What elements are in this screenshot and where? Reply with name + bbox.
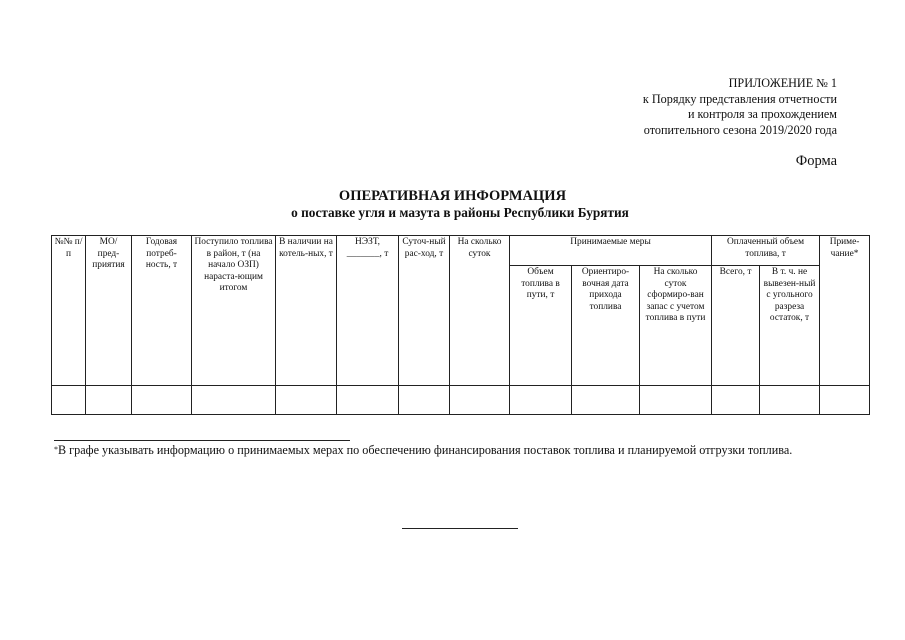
header-nezt: НЭЗТ, _______, т: [337, 236, 399, 386]
table-cell[interactable]: [640, 386, 712, 415]
table-cell[interactable]: [337, 386, 399, 415]
header-daily-consumption: Суточ-ный рас-ход, т: [399, 236, 450, 386]
appendix-block: [643, 76, 837, 138]
subheader-days-reserve: На сколько суток сформиро-ван запас с учетом топлива в пути: [640, 266, 712, 386]
table-cell[interactable]: [450, 386, 510, 415]
header-paid: Оплаченный объем топлива, т: [712, 236, 820, 266]
table-cell[interactable]: [399, 386, 450, 415]
table-cell[interactable]: [572, 386, 640, 415]
document-subtitle: о поставке угля и мазута в районы Республики Бурятия: [291, 205, 629, 220]
footnote: [54, 441, 837, 460]
header-measures: Принимаемые меры: [510, 236, 712, 266]
subheader-arrival-date: Ориентиро-вочная дата прихода топлива: [572, 266, 640, 386]
appendix-line-1: ПРИЛОЖЕНИЕ № 1: [728, 76, 837, 90]
table-cell[interactable]: [52, 386, 86, 415]
header-stock: В наличии на котель-ных, т: [276, 236, 337, 386]
table-cell[interactable]: [192, 386, 276, 415]
appendix-line-3: и контроля за прохождением: [687, 107, 837, 121]
table-cell[interactable]: [712, 386, 760, 415]
subheader-in-transit: Объем топлива в пути, т: [510, 266, 572, 386]
subheader-not-shipped: В т. ч. не вывезен-ный с угольного разреза остаток, т: [760, 266, 820, 386]
table-cell[interactable]: [276, 386, 337, 415]
table-cell[interactable]: [132, 386, 192, 415]
header-note: Приме-чание*: [820, 236, 870, 386]
footnote-text: В графе указывать информацию о принимаемых мерах по обеспечению финансирования поставок топлива и планируемой отгрузки топлива.: [58, 443, 793, 457]
report-table: [51, 235, 870, 415]
appendix-line-2: к Порядку представления отчетности: [642, 91, 837, 106]
appendix-line-4: отопительного сезона 2019/2020 года: [643, 122, 837, 137]
header-num: №№ п/п: [52, 236, 86, 386]
footnote-marker: *: [54, 445, 58, 454]
form-label: Форма: [795, 153, 837, 169]
document-title: ОПЕРАТИВНАЯ ИНФОРМАЦИЯ: [338, 188, 567, 204]
table-cell[interactable]: [510, 386, 572, 415]
header-annual-need: Годовая потреб-ность, т: [132, 236, 192, 386]
table-cell[interactable]: [820, 386, 870, 415]
table-cell[interactable]: [760, 386, 820, 415]
subheader-total: Всего, т: [712, 266, 760, 386]
header-row: [52, 236, 870, 266]
end-divider: [402, 528, 518, 529]
header-received: Поступило топлива в район, т (на начало ОЗП) нараста-ющим итогом: [192, 236, 276, 386]
header-mo: МО/ пред-приятия: [86, 236, 132, 386]
header-days: На сколько суток: [450, 236, 510, 386]
table-cell[interactable]: [86, 386, 132, 415]
table-row: [52, 386, 870, 415]
